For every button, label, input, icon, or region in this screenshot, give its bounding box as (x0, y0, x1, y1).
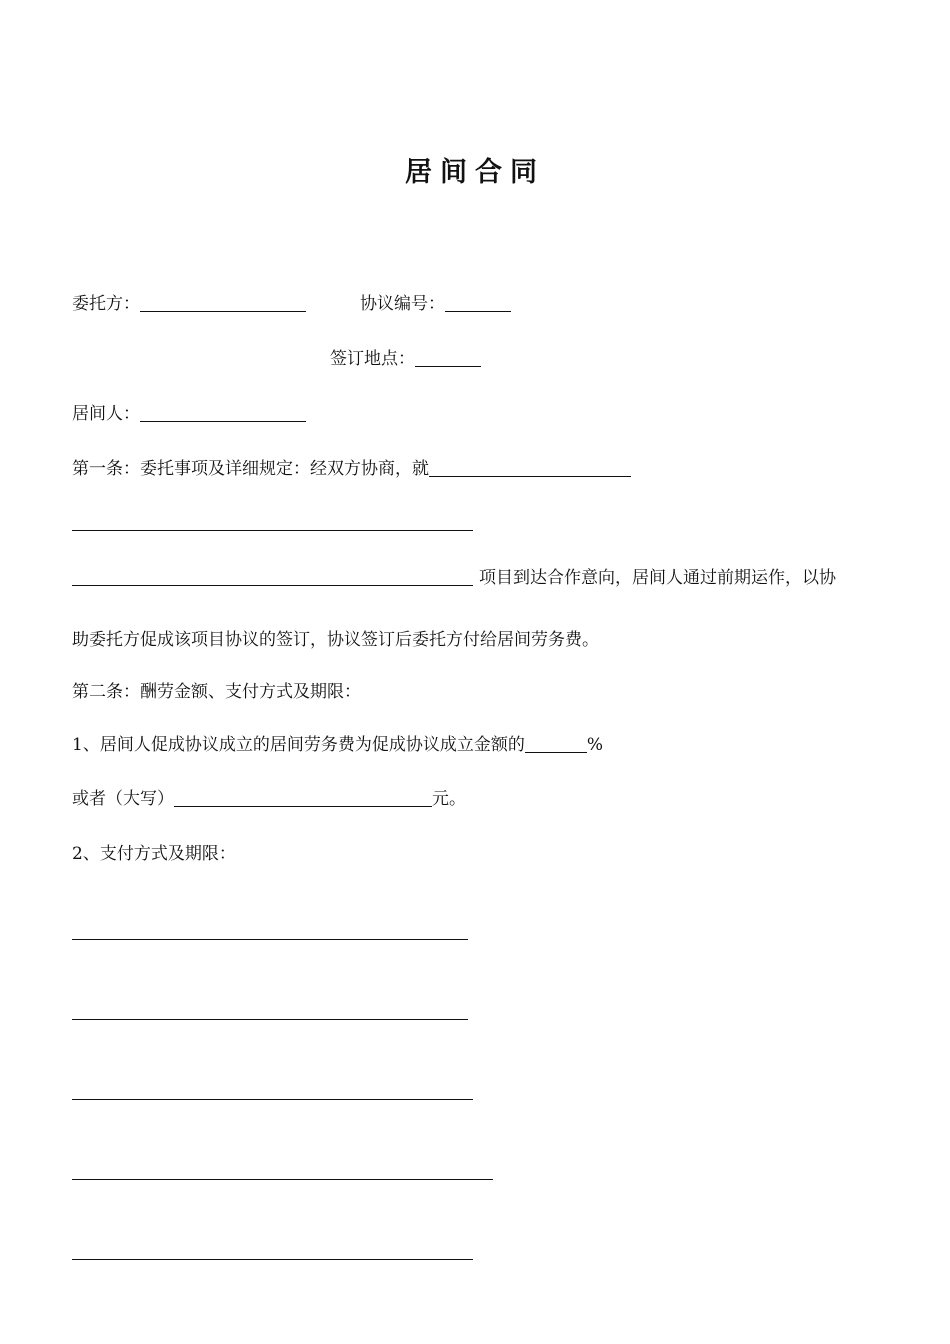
item1-or-row (72, 787, 466, 811)
principal-blank (140, 293, 306, 312)
payment-blank-line-1 (72, 939, 468, 940)
article1-tail-row (72, 566, 836, 590)
item1-currency: 元。 (432, 789, 466, 809)
sign-place-blank (415, 348, 481, 367)
item1-text: 1、居间人促成协议成立的居间劳务费为促成协议成立金额的 (72, 735, 525, 755)
article1-blank-1 (429, 458, 631, 477)
item1-percent: % (586, 735, 603, 755)
payment-blank-line-5 (72, 1259, 473, 1260)
payment-blank-line-4 (72, 1179, 493, 1180)
item1-amount-blank (174, 788, 432, 807)
article2-heading: 第二条：酬劳金额、支付方式及期限： (72, 682, 361, 702)
payment-blank-line-2 (72, 1019, 468, 1020)
article1-blank-2 (72, 530, 473, 531)
principal-row (72, 292, 511, 316)
sign-place-label: 签订地点： (330, 349, 415, 369)
intermediary-label: 居间人： (72, 404, 140, 424)
agreement-no-label: 协议编号： (360, 294, 445, 314)
item1-percent-blank (525, 734, 587, 753)
article1-blank-3 (72, 567, 473, 586)
intermediary-blank (140, 403, 306, 422)
sign-place-row (330, 347, 481, 371)
principal-label: 委托方： (72, 294, 140, 314)
article1-lead: 第一条：委托事项及详细规定：经双方协商，就 (72, 459, 429, 479)
article1-row (72, 457, 631, 481)
agreement-no-blank (445, 293, 511, 312)
document-title: 居间合同 (405, 157, 545, 188)
item2-heading: 2、支付方式及期限： (72, 844, 236, 864)
article1-cont: 助委托方促成该项目协议的签订，协议签订后委托方付给居间劳务费。 (72, 630, 599, 650)
item1-or-prefix: 或者（大写） (72, 789, 174, 809)
intermediary-row (72, 402, 306, 426)
article1-tail: 项目到达合作意向，居间人通过前期运作，以协 (479, 568, 836, 588)
payment-blank-line-3 (72, 1099, 473, 1100)
item1-row (72, 733, 603, 757)
